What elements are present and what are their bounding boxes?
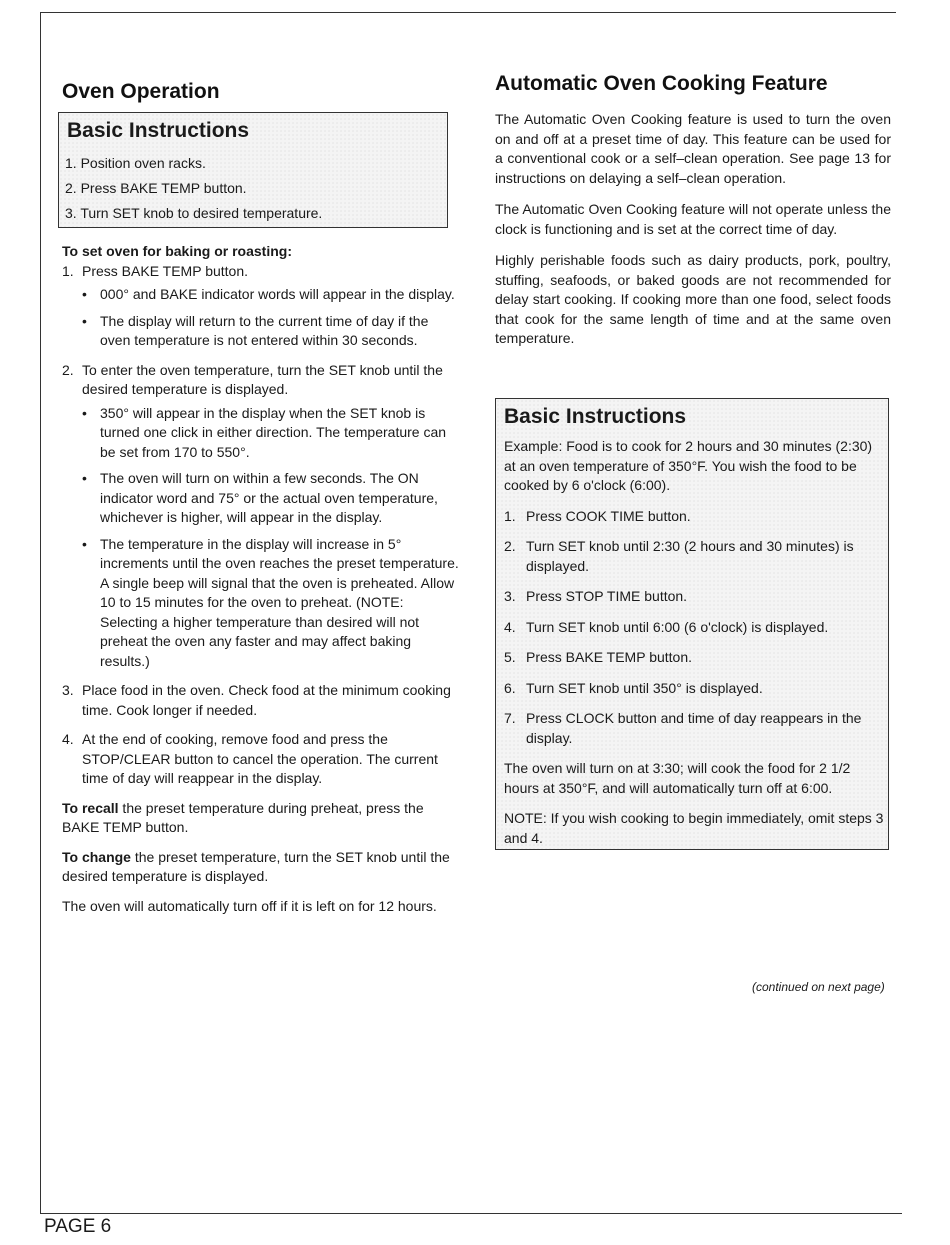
bullet-list	[82, 285, 460, 351]
step-text: To enter the oven temperature, turn the SET knob until the desired temperature is displayed.	[82, 361, 443, 397]
step-text: Place food in the oven. Check food at the minimum cooking time. Cook longer if needed.	[82, 682, 451, 718]
step-number: 7.	[504, 710, 516, 726]
basic-instructions-box-left	[58, 112, 448, 228]
box-item: 2. Press BAKE TEMP button.	[65, 180, 247, 196]
bullet-text: • The oven will turn on within a few seconds. The ON indicator word and 75° or the actual oven temperature, whichever is higher, will appear in the display.	[100, 470, 438, 525]
section-heading-oven-operation: Oven Operation	[62, 80, 220, 103]
box-content	[504, 437, 884, 859]
example-paragraph: Example: Food is to cook for 2 hours and 30 minutes (2:30) at an oven temperature of 350°F. You wish the food to be cooked by 6 o'clock (6:00).	[504, 438, 873, 493]
step-item	[62, 730, 460, 789]
recall-paragraph	[62, 799, 460, 838]
baking-steps	[62, 262, 460, 789]
recall-lead: To recall	[62, 799, 119, 816]
step-text: Turn SET knob until 350° is displayed.	[526, 679, 763, 696]
step-number: 6.	[504, 679, 516, 696]
step-text: Press BAKE TEMP button.	[526, 649, 693, 665]
step-number: 1.	[62, 262, 74, 279]
section-heading-automatic-oven: Automatic Oven Cooking Feature	[495, 72, 828, 95]
step-number: 4.	[504, 618, 516, 635]
bullet-item	[82, 285, 460, 305]
step-number: 3.	[62, 682, 74, 698]
change-text: the preset temperature, turn the SET knob until the desired temperature is displayed.	[62, 848, 450, 884]
right-body	[495, 110, 891, 361]
left-rule	[40, 12, 41, 1213]
intro-paragraph: The Automatic Oven Cooking feature is used to turn the oven on and off at a preset time of day. This feature can be used for a conventional cook or a self–clean operation. See page 13 for instructions on delaying a self–clean operation.	[495, 111, 891, 186]
step-item	[504, 507, 884, 527]
box-item: 3. Turn SET knob to desired temperature.	[65, 205, 323, 221]
continued-note: (continued on next page)	[752, 980, 885, 994]
step-number: 2.	[62, 361, 74, 378]
box-title: Basic Instructions	[67, 119, 250, 142]
bottom-rule	[40, 1213, 902, 1214]
step-item	[504, 709, 884, 748]
auto-off-paragraph: The oven will automatically turn off if it is left on for 12 hours.	[62, 897, 437, 914]
step-text: Turn SET knob until 2:30 (2 hours and 30 minutes) is displayed.	[526, 538, 854, 574]
step-item	[504, 537, 884, 576]
change-paragraph	[62, 848, 460, 887]
result-paragraph: The oven will turn on at 3:30; will cook the food for 2 1/2 hours at 350°F, and will automatically turn off at 6:00.	[504, 760, 851, 796]
top-rule	[40, 12, 896, 13]
bullet-item	[82, 404, 460, 463]
step-text: Press CLOCK button and time of day reappears in the display.	[526, 710, 862, 746]
bullet-item	[82, 469, 460, 528]
bullet-text: • The display will return to the current time of day if the oven temperature is not entered within 30 seconds.	[100, 312, 429, 348]
delay-steps	[504, 507, 884, 749]
step-text: At the end of cooking, remove food and press the STOP/CLEAR button to cancel the operation. The current time of day will reappear in the display.	[82, 731, 438, 786]
step-number: 3.	[504, 588, 516, 604]
box-list	[65, 151, 322, 226]
step-item	[504, 618, 884, 638]
step-item	[504, 679, 884, 699]
recall-text: the preset temperature during preheat, press the BAKE TEMP button.	[62, 799, 424, 835]
step-text: Press STOP TIME button.	[526, 588, 688, 604]
step-text: Turn SET knob until 6:00 (6 o'clock) is displayed.	[526, 618, 829, 635]
step-item	[62, 681, 460, 720]
perishable-paragraph: Highly perishable foods such as dairy products, pork, poultry, stuffing, seafoods, or baked goods are not recommended for delay start cooking. If cooking more than one food, select foods that cook for the same length of time and at the same oven temperature.	[495, 252, 891, 346]
bullet-list	[82, 404, 460, 672]
step-number: 1.	[504, 507, 516, 524]
bullet-item	[82, 535, 460, 672]
step-item	[504, 587, 884, 607]
basic-instructions-box-right	[495, 398, 889, 850]
clock-paragraph: The Automatic Oven Cooking feature will not operate unless the clock is functioning and is set at the correct time of day.	[495, 201, 891, 237]
step-text: Press BAKE TEMP button.	[82, 262, 249, 279]
step-item	[62, 262, 460, 351]
step-number: 5.	[504, 649, 516, 665]
change-lead: To change	[62, 848, 131, 865]
bullet-item	[82, 312, 460, 351]
subheading-baking-roasting: To set oven for baking or roasting:	[62, 243, 292, 259]
bullet-text: • 350° will appear in the display when the SET knob is turned one click in either direction. The temperature can be set from 170 to 550°.	[100, 404, 447, 460]
bullet-text: • 000° and BAKE indicator words will appear in the display.	[100, 286, 455, 302]
step-text: Press COOK TIME button.	[526, 507, 691, 524]
step-item	[62, 361, 460, 672]
step-number: 4.	[62, 731, 74, 747]
step-number: 2.	[504, 538, 516, 554]
page-number: PAGE 6	[44, 1216, 112, 1237]
note-paragraph: NOTE: If you wish cooking to begin immediately, omit steps 3 and 4.	[504, 810, 884, 846]
box-item: 1. Position oven racks.	[65, 155, 206, 171]
left-body	[62, 242, 460, 926]
box-title: Basic Instructions	[504, 405, 687, 428]
step-item	[504, 648, 884, 668]
bullet-text: • The temperature in the display will increase in 5° increments until the oven reaches the preset temperature. A single beep will signal that the oven is preheated. Allow 10 to 15 minutes for the oven to preheat. (NOTE: Selecting a higher temperature than desired will not preheat the oven any faster and may affect baking results.)	[100, 535, 459, 669]
